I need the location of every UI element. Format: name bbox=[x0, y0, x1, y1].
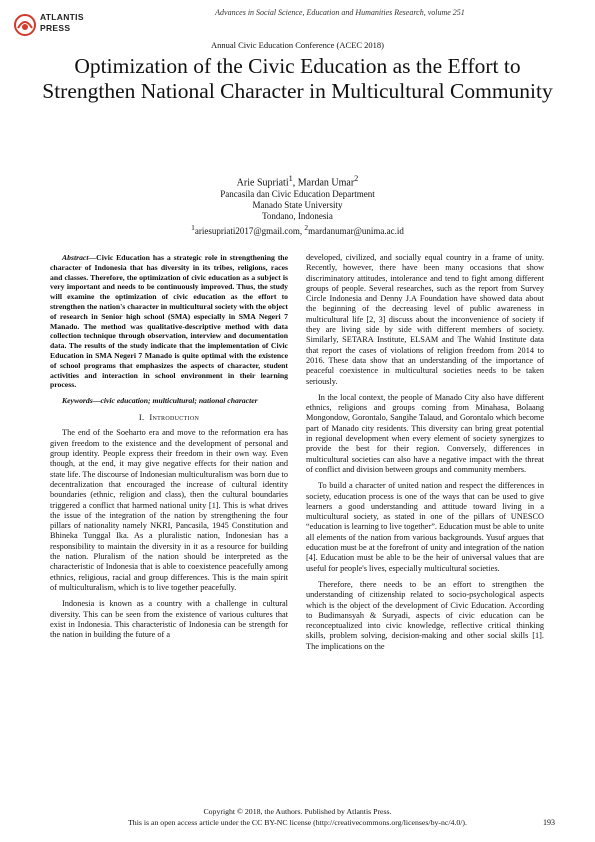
author-block bbox=[0, 172, 595, 237]
paragraph: To build a character of united nation and respect the differences in society, education process is one of the ways that can be used to give learners a good understanding and attitude toward living in a multicultural society, as stated in one of the pillars of UNESCO “education is learning to live together”. Education must be able to unite all elements of the nation from various backgrounds. Yusuf argues that education must be at the forefront of unity and integration of the nation [4]. Education must be able to be the heir of universal values that are useful for people's lives, especially multicultural societies. bbox=[306, 481, 544, 573]
paragraph: Indonesia is known as a country with a challenge in cultural diversity. This can be seen from the existence of various cultures that exist in Indonesia. This characteristic of Indonesia can be strength for the nation in building the future of a bbox=[50, 599, 288, 640]
copyright-line: Copyright © 2018, the Authors. Published by Atlantis Press. bbox=[203, 807, 392, 816]
abstract: Abstract—Civic Education has a strategic role in strengthening the character of Indonesia that has diversity in its tribes, religions, races and classes. Therefore, the optimization of civic education as a subject is very important and needs to be continuously improved. Thus, the study will examine the optimization of civic education as the effort to strengthen the nation's character in multicultural society with the object of research in Senior high school (SMA) especially in SMA Negeri 7 Manado. The method was qualitative-descriptive method with data collection technique through observation, interview and documentation data. The results of the study indicate that the implementation of Civic Education in SMA Negeri 7 Manado is quite optimal with the existence of school programs that emphasizes the aspects of character, student activities and interaction in school environment in their learning process. bbox=[50, 253, 288, 390]
paragraph: In the local context, the people of Manado City also have different ethnics, religions and groups coming from Minahasa, Bolaang Mongondow, Gorontalo, Sangihe Talaud, and Gorontalo which become part of Manado city residents. This diversity can bring great potential in regional development when every element of society synergizes to provide the best for their region. Conversely, differences in multicultural societies can also have a negative impact with the threat of conflict and division between groups and community members. bbox=[306, 392, 544, 474]
paper-title: Optimization of the Civic Education as the Effort to Strengthen National Character in Multicultural Community bbox=[42, 54, 553, 103]
affiliation-location: Tondano, Indonesia bbox=[262, 211, 333, 222]
left-column bbox=[50, 253, 288, 646]
keywords: Keywords—civic education; multicultural; national character bbox=[62, 396, 258, 406]
paragraph: developed, civilized, and socially equal country in a frame of unity. Recently, however, there have been many occasions that show discriminatory attitudes, intolerance and tend to fight among different groups of people. Several researches, such as the report from Survey Circle Indonesia and Denny J.A Foundation have showed data about the beginning of the decreasing level of public awareness in multicultural life [2, 3] discuss about the inconvenience of society if they are living side by side with different members of society. Similarly, SETARA Institute, ELSAM and The Wahid Institute data that report the cases of violations of religion freedom from 2014 to 2016. These data show that an understanding of the importance of peaceful coexistence in multicultural societies needs to be taken seriously. bbox=[306, 253, 544, 386]
logo-text: ATLANTIS PRESS bbox=[40, 12, 84, 33]
right-column bbox=[306, 253, 544, 658]
author-emails: $^1$ariesupriati2017@gmail.com, $^2$mardanumar@unima.ac.id bbox=[191, 223, 404, 237]
atlantis-logo-icon bbox=[14, 14, 36, 36]
affiliation-department: Pancasila dan Civic Education Department bbox=[220, 189, 375, 200]
section-heading-introduction: I. Introduction bbox=[138, 412, 200, 423]
affiliation-university: Manado State University bbox=[252, 200, 343, 211]
publisher-logo bbox=[14, 12, 94, 42]
copyright-footer bbox=[80, 806, 515, 828]
paragraph: The end of the Soeharto era and move to the reformation era has given freedom to the existence and the development of personal and group identity. People express their freedom in their own way. Even though, at the end, it may give negative effects for their nation and state life. The discourse of Indonesian multiculturalism was born due to decentralization that encouraged the increase of cultural identity boundaries (ethnic, religion and class), then the cultural boundaries triggered a conflict that harmed national unity [1]. This is what drives the issue of the integration of the nation by strengthening the four pillars of nationality namely NKRI, Pancasila, 1945 Constitution and Bhineka Tunggal Ika. As a pluralistic nation, Indonesian has a responsibility to maintain the diversity in it as a resource for building the nation. Pluralism of the nation should be interpreted as the characteristic of Indonesia that is able to coexistence peacefully among ethnics, religious, racial and group differences. This is the main spirit of multiculturalism, which is to live together peacefully. bbox=[50, 428, 288, 592]
author-names: Arie Supriati$^1$, Mardan Umar$^2$ bbox=[236, 174, 359, 189]
conference-name: Annual Civic Education Conference (ACEC 2018) bbox=[210, 40, 385, 50]
paragraph: Therefore, there needs to be an effort to strengthen the understanding of citizenship related to socio-psychological aspects which is the object of the development of Civic Education. According to Budimansyah & Suryadi, aspects of civic education can be reconceptualized into civic knowledge, reflective critical thinking skills, problem solving, decision-making and other social skills [1]. The implications on the bbox=[306, 579, 544, 651]
license-line: This is an open access article under the CC BY-NC license (http://creativecommons.org/licenses/by-nc/4.0/). bbox=[128, 818, 467, 827]
journal-name: Advances in Social Science, Education and Humanities Research, volume 251 bbox=[215, 8, 465, 17]
page-number: 193 bbox=[543, 818, 555, 827]
